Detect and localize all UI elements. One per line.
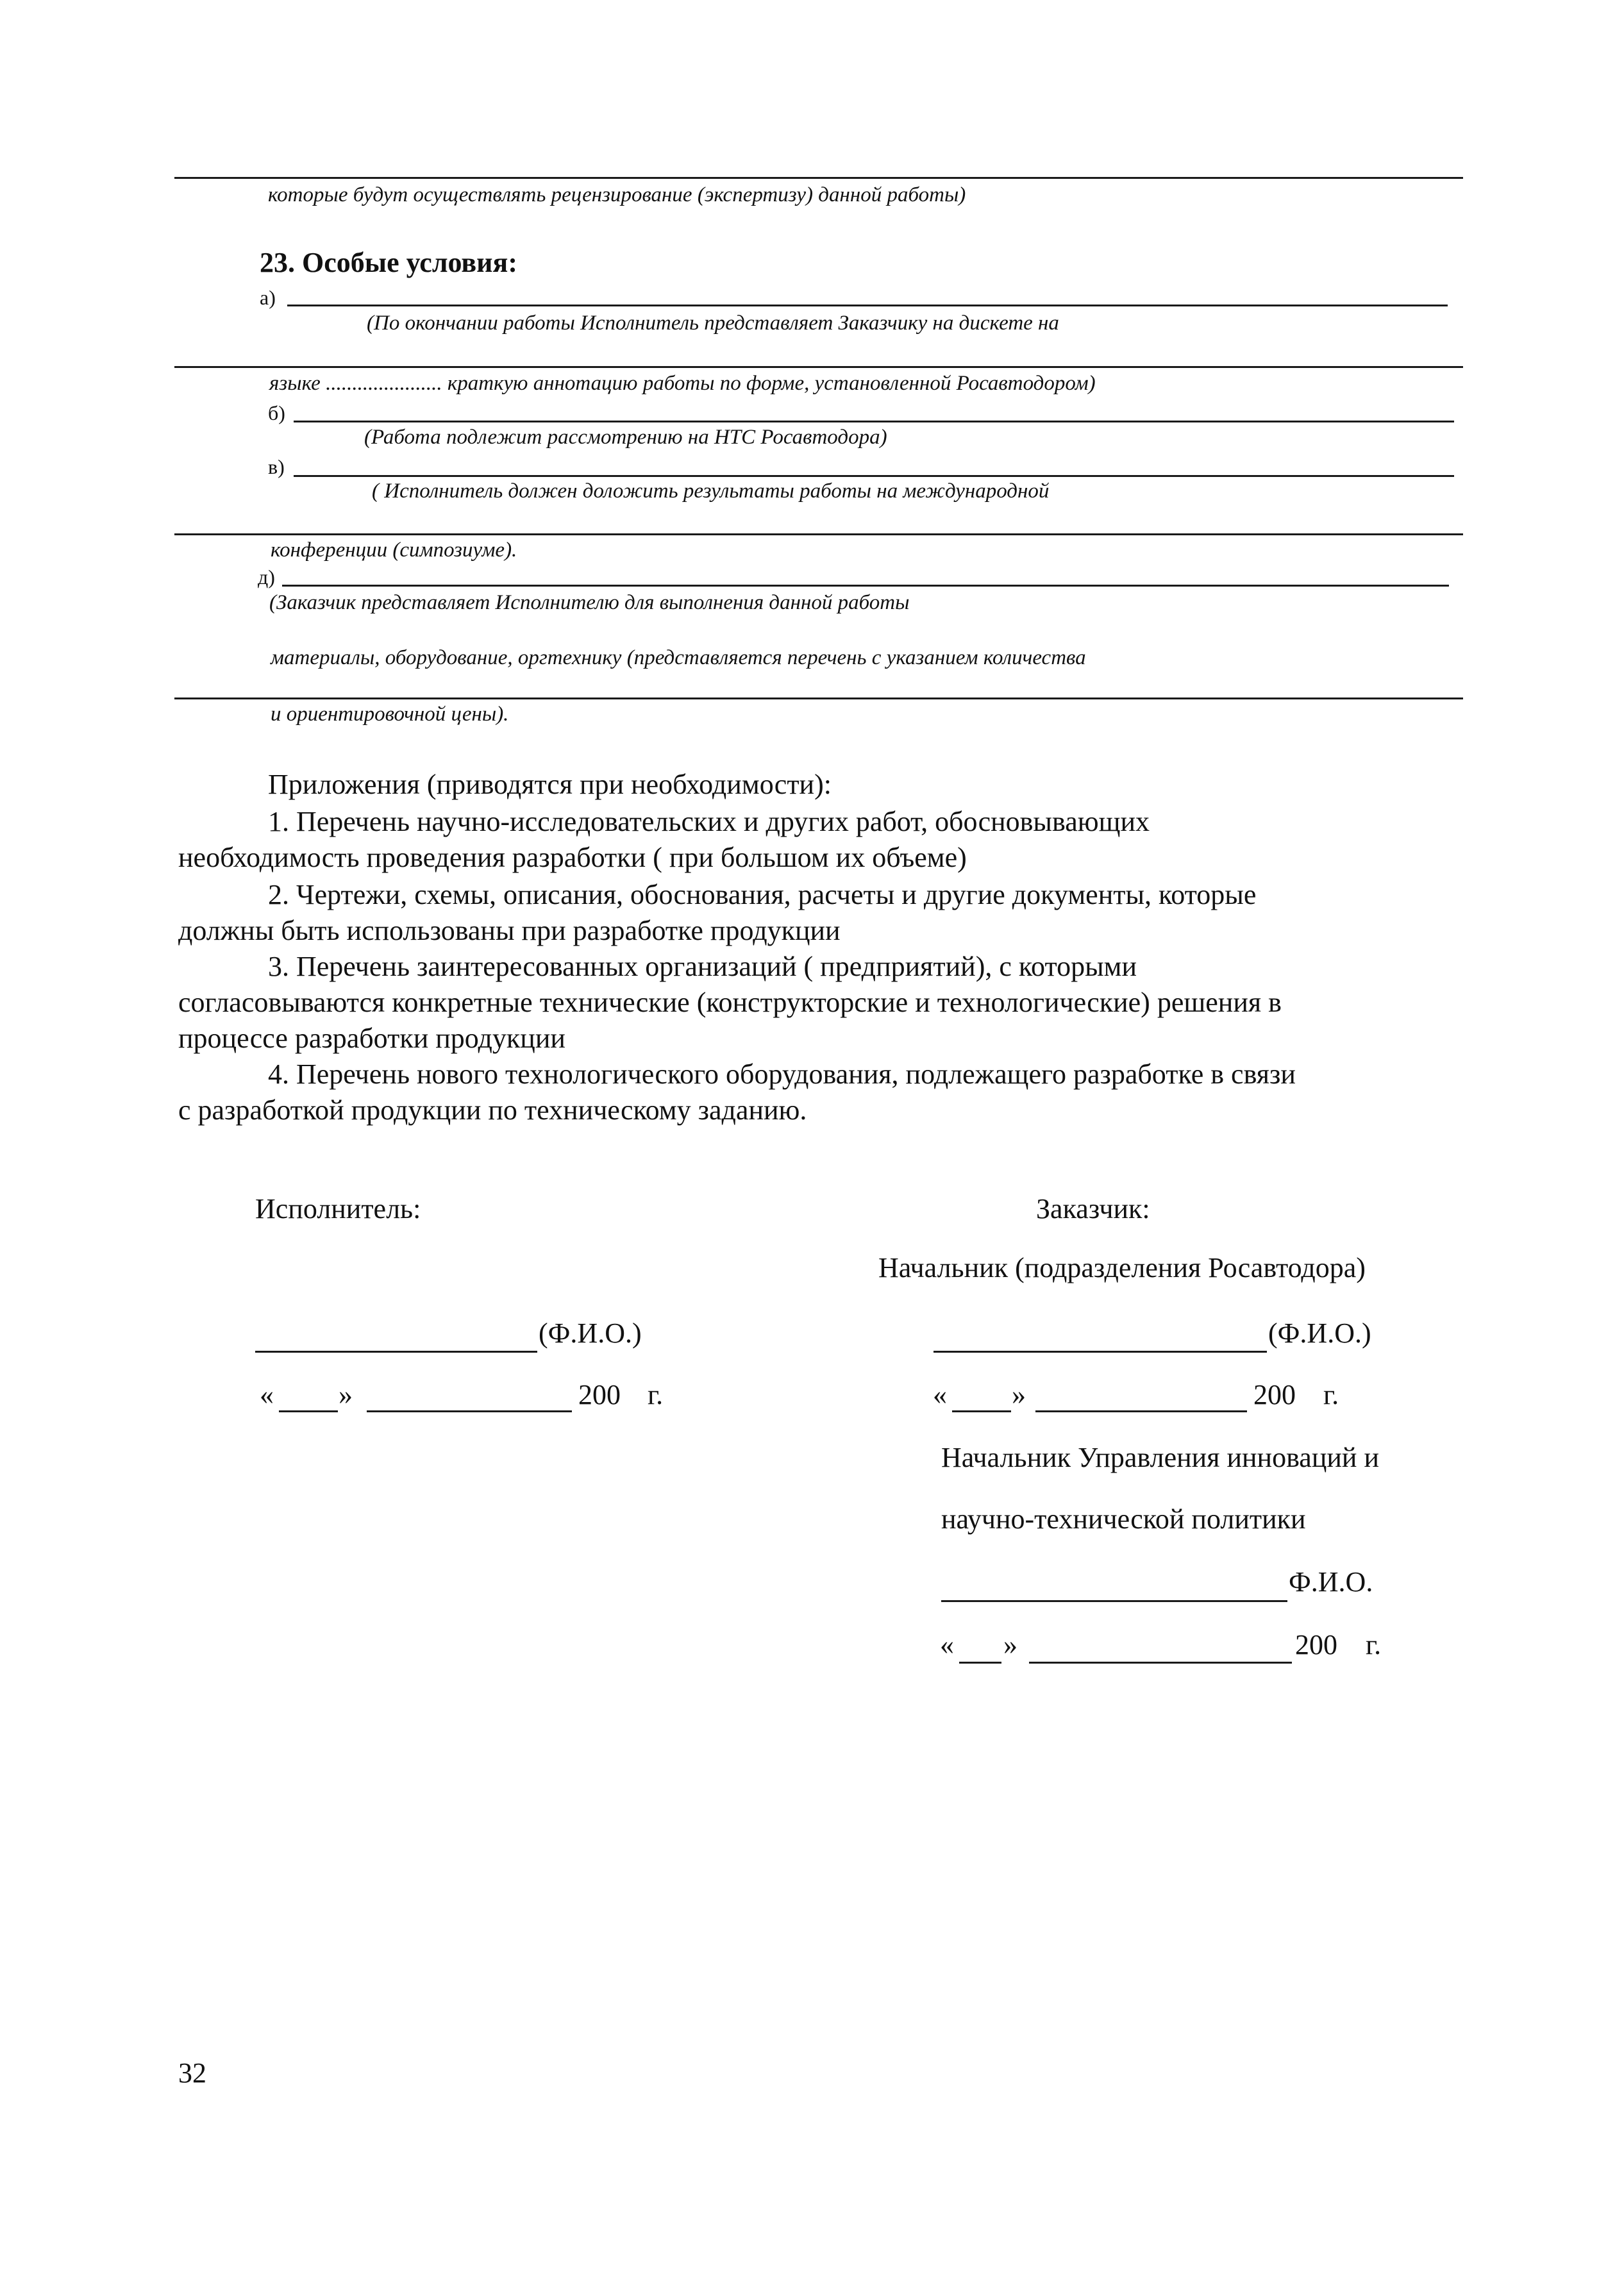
condition-d-line2: материалы, оборудование, оргтехнику (представляется перечень с указанием количества <box>271 646 1086 669</box>
executor-year: 200 <box>578 1379 621 1410</box>
customer-year2: 200 <box>1295 1629 1337 1660</box>
appendix-item1-line2: необходимость проведения разработки ( при большом их объеме) <box>178 842 967 873</box>
customer-month-line1 <box>1035 1410 1247 1412</box>
condition-d-fill-line <box>282 585 1449 587</box>
appendix-item3-line1: 3. Перечень заинтересованных организаций ( предприятий), с которыми <box>268 951 1137 982</box>
page-number: 32 <box>178 2057 206 2089</box>
executor-year-suffix: г. <box>648 1379 664 1410</box>
appendix-item4-line2: с разработкой продукции по техническому заданию. <box>178 1094 807 1126</box>
condition-a-rule2 <box>174 366 1463 368</box>
condition-a-line2: языке ...................... краткую аннотацию работы по форме, установленной Росавтодором) <box>269 372 1096 395</box>
appendix-item4-line1: 4. Перечень нового технологического оборудования, подлежащего разработке в связи <box>268 1058 1296 1090</box>
section-heading: 23. Особые условия: <box>260 247 517 278</box>
customer-role2-line1: Начальник Управления инноваций и <box>941 1442 1380 1473</box>
condition-b-text: (Работа подлежит рассмотрению на НТС Росавтодора) <box>364 426 887 449</box>
customer-year-suffix2: г. <box>1366 1629 1382 1660</box>
customer-quote-close1: » <box>1012 1379 1026 1410</box>
customer-role2-line2: научно-технической политики <box>941 1503 1306 1535</box>
executor-title: Исполнитель: <box>255 1193 421 1224</box>
customer-quote-open2: « <box>940 1629 954 1660</box>
condition-a-fill-line <box>287 305 1448 306</box>
customer-role1: Начальник (подразделения Росавтодора) <box>878 1252 1366 1283</box>
customer-fio1: (Ф.И.О.) <box>1268 1317 1371 1349</box>
appendix-item2-line2: должны быть использованы при разработке продукции <box>178 915 841 946</box>
appendix-item2-line1: 2. Чертежи, схемы, описания, обоснования, расчеты и другие документы, которые <box>268 879 1257 910</box>
appendix-item3-line3: процессе разработки продукции <box>178 1023 565 1054</box>
top-caption: которые будут осуществлять рецензирование (экспертизу) данной работы) <box>268 183 966 206</box>
condition-d-label: д) <box>258 565 275 589</box>
customer-month-line2 <box>1029 1662 1292 1664</box>
customer-day-line1 <box>952 1410 1011 1412</box>
customer-signature-line1 <box>933 1351 1267 1353</box>
customer-year1: 200 <box>1253 1379 1296 1410</box>
appendix-item3-line2: согласовываются конкретные технические (конструкторские и технологические) решения в <box>178 987 1282 1018</box>
condition-b-fill-line <box>294 421 1454 422</box>
customer-signature-line2 <box>941 1600 1287 1602</box>
condition-v-label: в) <box>268 455 285 478</box>
customer-quote-open1: « <box>933 1379 947 1410</box>
condition-d-line1: (Заказчик представляет Исполнителю для выполнения данной работы <box>269 591 910 614</box>
condition-d-rule2 <box>174 697 1463 699</box>
condition-v-rule2 <box>174 533 1463 535</box>
executor-fio: (Ф.И.О.) <box>539 1317 642 1349</box>
customer-day-line2 <box>959 1662 1001 1664</box>
customer-title: Заказчик: <box>1036 1193 1150 1224</box>
executor-signature-line <box>255 1351 537 1353</box>
executor-quote-close: » <box>339 1379 353 1410</box>
condition-d-line3: и ориентировочной цены). <box>271 703 509 726</box>
condition-b-label: б) <box>268 401 285 424</box>
executor-month-line <box>367 1410 572 1412</box>
top-rule <box>174 177 1463 179</box>
condition-v-fill-line <box>294 475 1454 477</box>
customer-fio2: Ф.И.О. <box>1289 1566 1373 1598</box>
condition-v-line2: конференции (симпозиуме). <box>271 539 517 562</box>
condition-v-line1: ( Исполнитель должен доложить результаты работы на международной <box>372 480 1050 503</box>
customer-year-suffix1: г. <box>1323 1379 1339 1410</box>
appendix-item1-line1: 1. Перечень научно-исследовательских и других работ, обосновывающих <box>268 806 1150 837</box>
condition-a-label: а) <box>260 286 276 309</box>
condition-a-line1: (По окончании работы Исполнитель представляет Заказчику на дискете на <box>367 312 1059 335</box>
appendix-intro: Приложения (приводятся при необходимости): <box>268 769 832 800</box>
executor-quote-open: « <box>260 1379 274 1410</box>
customer-quote-close2: » <box>1003 1629 1017 1660</box>
executor-day-line <box>279 1410 338 1412</box>
